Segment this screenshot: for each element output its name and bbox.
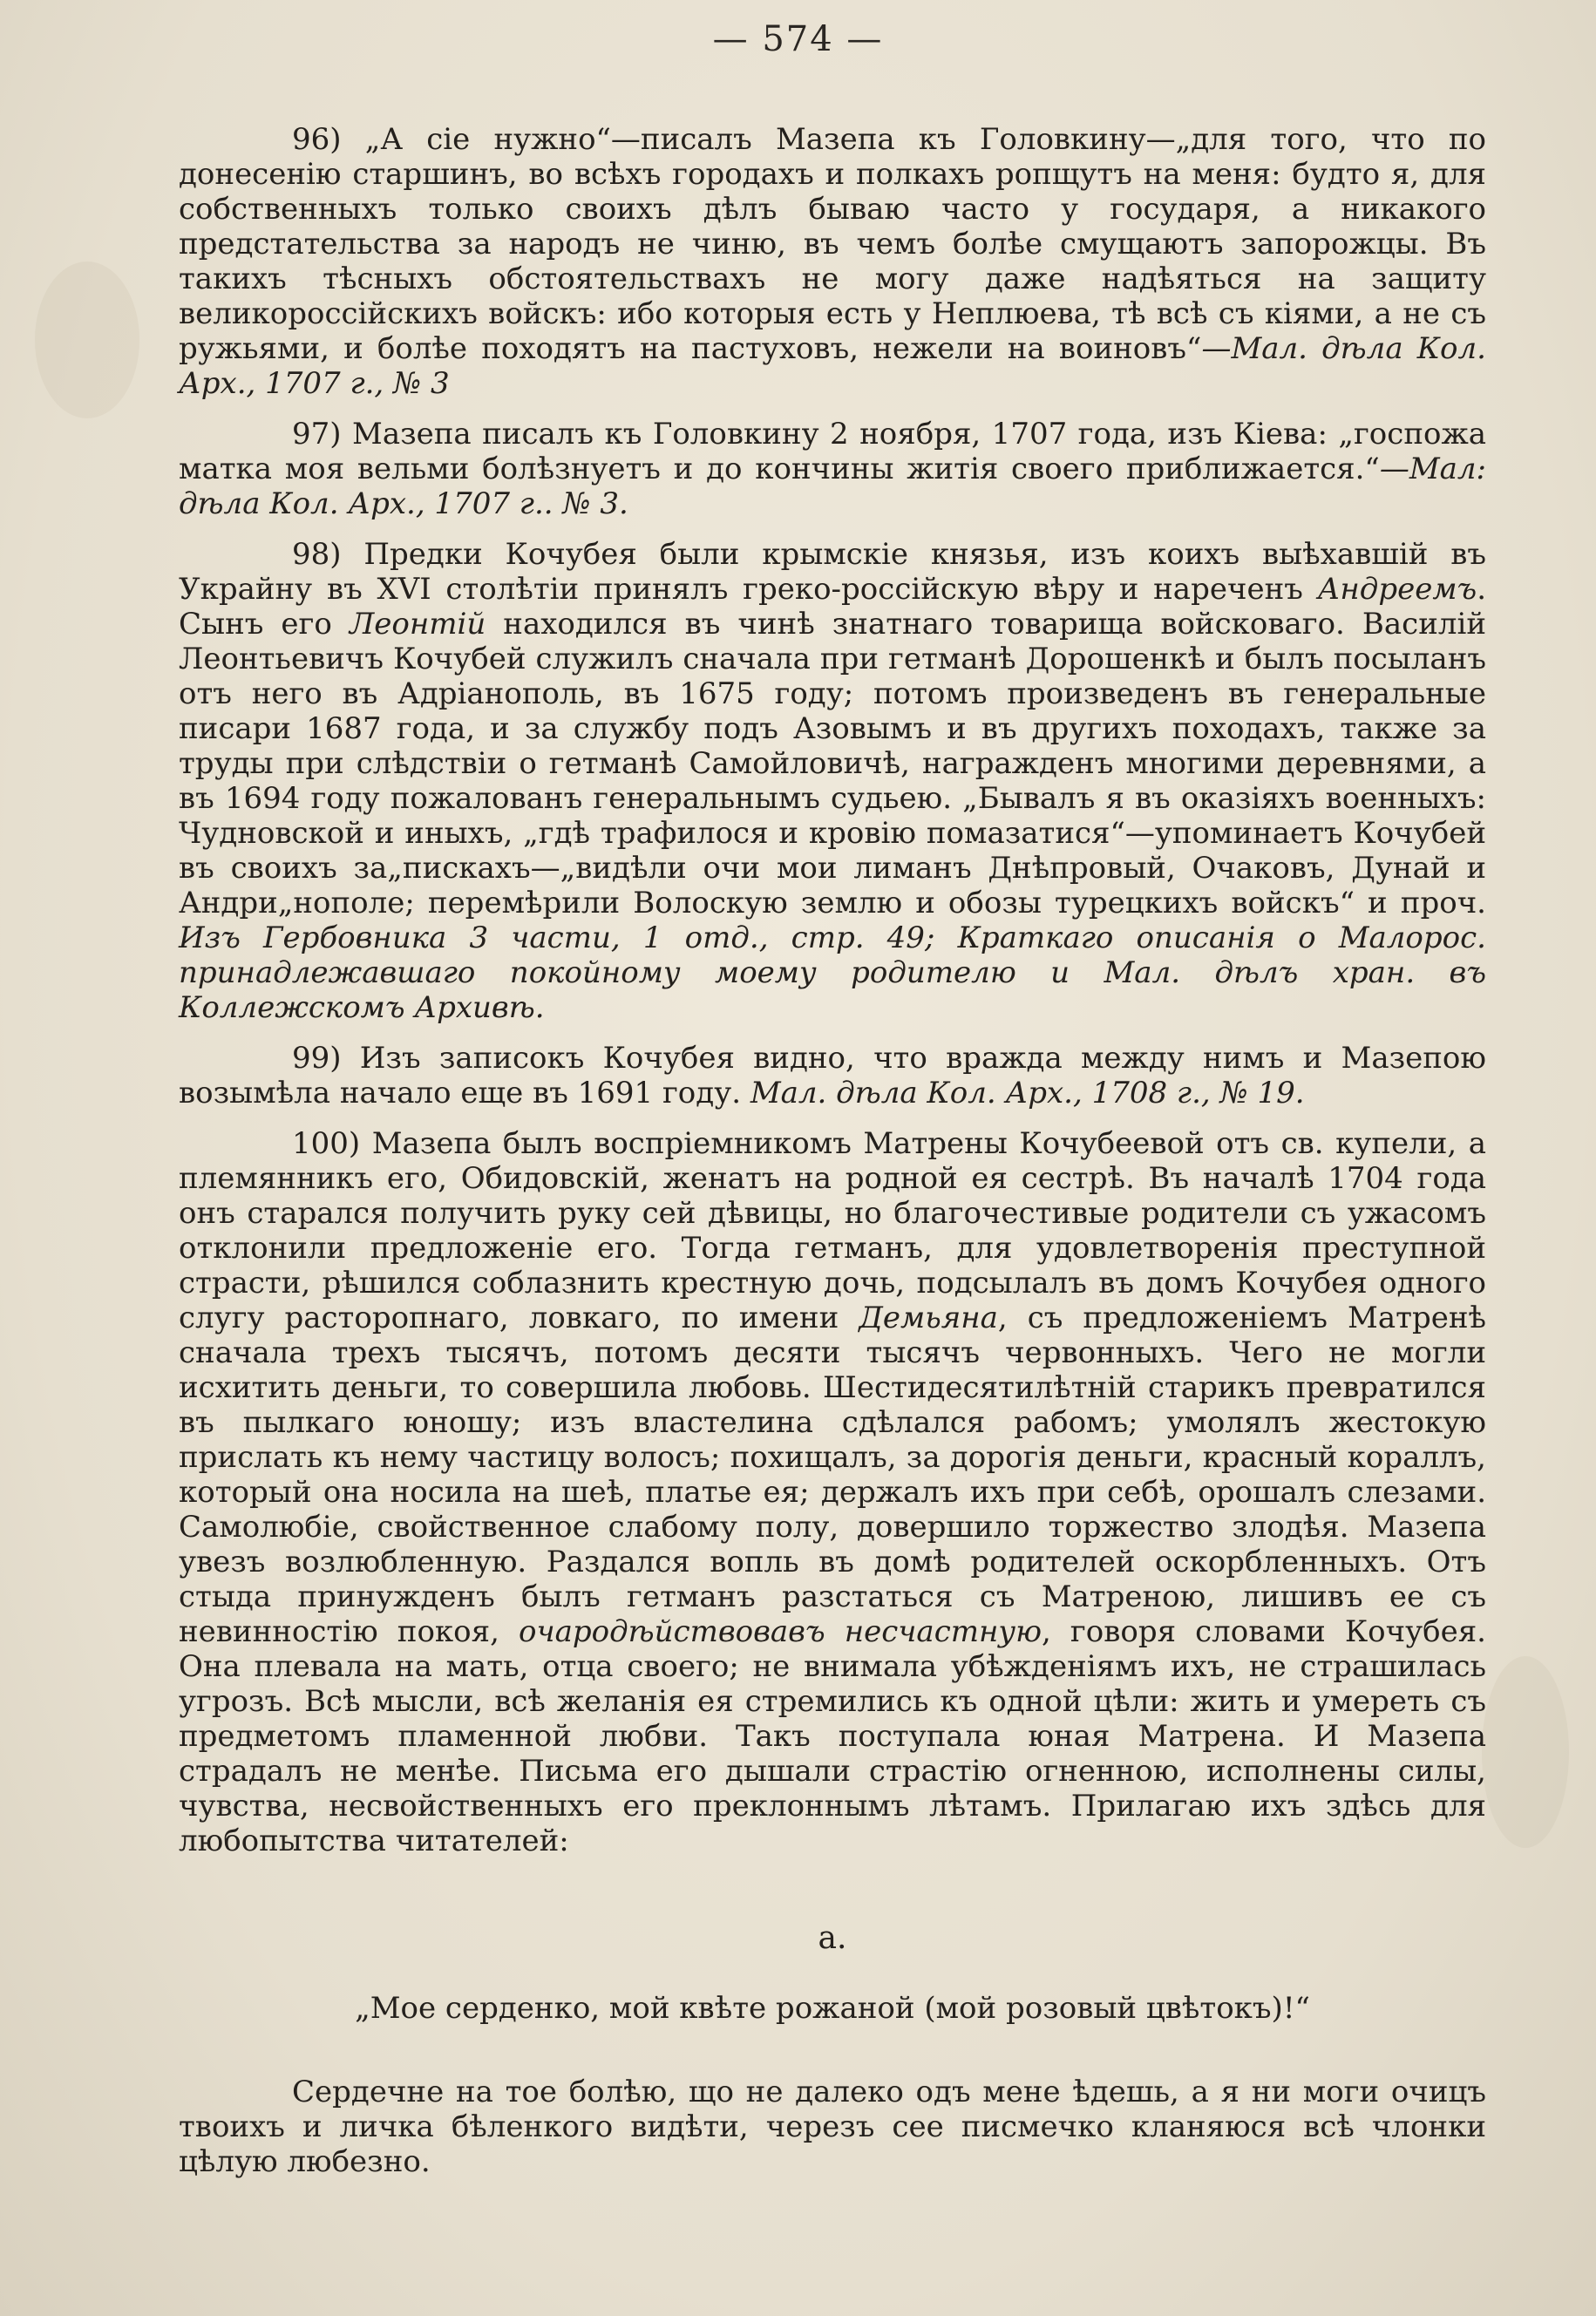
note-text: Мазепа писалъ къ Головкину 2 ноября, 1707 года, изъ Кіева: „госпожа матка моя вельми болѣзнуетъ и до кончины житія своего приближается.“: [179, 417, 1486, 486]
note-99: [179, 1041, 1486, 1110]
note-text: , съ предложеніемъ Матренѣ сначала трехъ тысячъ, потомъ десяти тысячъ червонныхъ. Чего не могли исхитить деньги, то совершила любовь. Шестидесятилѣтній старикъ превратился въ пылкаго юношу; изъ властелина сдѣлался рабомъ; умолялъ жестокую прислать къ нему частицу волосъ; похищалъ, за дорогія деньги, красный кораллъ, который она носила на шеѣ, платье ея; держалъ ихъ при себѣ, орошалъ слезами. Самолюбіе, свойственное слабому полу, довершило торжество злодѣя. Мазепа увезъ возлюбленную. Раздался вопль въ домѣ родителей оскорбленныхъ. Отъ стыда принужденъ былъ гетманъ разстаться съ Матреною, лишивъ ее съ невинностію покоя,: [179, 1301, 1487, 1649]
note-citation: Изъ Гербовника 3 части, 1 отд., стр. 49; Краткаго описанія о Малорос. принадлежавшаго покойному моему родителю и Мал. дѣлъ хран. въ Коллежскомъ Архивѣ.: [179, 920, 1486, 1025]
note-98: [179, 537, 1486, 1025]
note-96: [179, 122, 1486, 401]
note-text: Предки Кочубея были крымскіе князья, изъ коихъ выѣхавшій въ Украйну въ XVI столѣтіи принялъ греко-россійскую вѣру и нареченъ: [179, 537, 1486, 607]
note-97: [179, 417, 1486, 521]
note-text: находился въ чинѣ знатнаго товарища войсковаго. Василій Леонтьевичъ Кочубей служилъ сначала при гетманѣ Дорошенкѣ и былъ посыланъ отъ него въ Адріанополь, въ 1675 году; потомъ произведенъ въ генеральные писари 1687 года, и за службу подъ Азовымъ и въ другихъ походахъ, также за труды при слѣдствіи о гетманѣ Самойловичѣ, награжденъ многими деревнями, а въ 1694 году пожалованъ генеральнымъ судьею. „Бывалъ я въ оказіяхъ военныхъ: Чудновской и иныхъ, „гдѣ трафилося и кровію помазатися“—упоминаетъ Кочубей въ своихъ за„пискахъ—„видѣли очи мои лиманъ Днѣпровый, Очаковъ, Дунай и Андри„нополе; перемѣрили Волоскую землю и обозы турецкихъ войскъ“ и проч.: [179, 607, 1486, 920]
page-number: — 574 —: [712, 19, 884, 59]
note-citation: Мал. дѣла Кол. Арх., 1708 г., № 19.: [750, 1076, 1305, 1110]
letter-body: Сердечне на тое болѣю, що не далеко одъ мене ѣдешь, а я ни моги очицъ твоихъ и личка бѣленкого видѣти, черезъ сее писмечко кланяюся всѣ члонки цѣлую любезно.: [179, 2075, 1486, 2179]
note-text: Мазепа былъ воспріемникомъ Матрены Кочубеевой отъ св. купели, а племянникъ его, Обидовскій, женатъ на родной ея сестрѣ. Въ началѣ 1704 года онъ старался получить руку сей дѣвицы, но благочестивые родители съ ужасомъ отклонили предложеніе его. Тогда гетманъ, для удовлетворенія преступной страсти, рѣшился соблазнить крестную дочь, подсылалъ въ домъ Кочубея одного слугу расторопнаго, ловкаго, по имени: [179, 1126, 1486, 1335]
note-name: Леонтій: [349, 607, 486, 642]
letter-heading: а.: [818, 1920, 847, 1956]
note-name: Демьяна: [859, 1301, 998, 1335]
note-name: Андреемъ: [1317, 572, 1477, 607]
note-number: 98): [292, 537, 342, 572]
note-number: 97): [292, 417, 342, 452]
paper-stain: [1482, 1656, 1569, 1848]
note-citation: —Мал. дѣла Кол. Арх., 1707 г., № 3: [179, 331, 1486, 401]
note-name: очародѣйствовавъ несчастную: [519, 1614, 1042, 1649]
paper-stain: [35, 261, 139, 418]
note-number: 96): [292, 122, 342, 157]
note-text: . Сынъ его: [179, 572, 1486, 642]
page-content: [179, 122, 1486, 2179]
note-number: 100): [292, 1126, 361, 1161]
note-citation: —Мал: дѣла Кол. Арх., 1707 г.. № 3.: [179, 452, 1486, 521]
note-text: Изъ записокъ Кочубея видно, что вражда между нимъ и Мазепою возымѣла начало еще въ 1691 году.: [179, 1041, 1486, 1110]
note-number: 99): [292, 1041, 342, 1076]
letter-salutation: „Мое серденко, мой квѣте рожаной (мой розовый цвѣтокъ)!“: [355, 1991, 1310, 2026]
note-text: , говоря словами Кочубея. Она плевала на мать, отца своего; не внимала убѣжденіямъ ихъ, не страшилась угрозъ. Всѣ мысли, всѣ желанія ея стремились къ одной цѣли: жить и умереть съ предметомъ пламенной любви. Такъ поступала юная Матрена. И Мазепа страдалъ не менѣе. Письма его дышали страстію огненною, исполнены силы, чувства, несвойственныхъ его преклоннымъ лѣтамъ. Прилагаю ихъ здѣсь для любопытства читателей:: [179, 1614, 1486, 1858]
note-100: [179, 1126, 1486, 1858]
note-text: „А сіе нужно“—писалъ Мазепа къ Головкину—„для того, что по донесенію старшинъ, во всѣхъ городахъ и полкахъ ропщутъ на меня: будто я, для собственныхъ только своихъ дѣлъ бываю часто у государя, а никакого предстательства за народъ не чиню, въ чемъ болѣе смущаютъ запорожцы. Въ такихъ тѣсныхъ обстоятельствахъ не могу даже надѣяться на защиту великороссійскихъ войскъ: ибо которыя есть у Неплюева, тѣ всѣ съ кіями, а не съ ружьями, и болѣе походятъ на пастуховъ, нежели на воиновъ“: [179, 122, 1487, 366]
